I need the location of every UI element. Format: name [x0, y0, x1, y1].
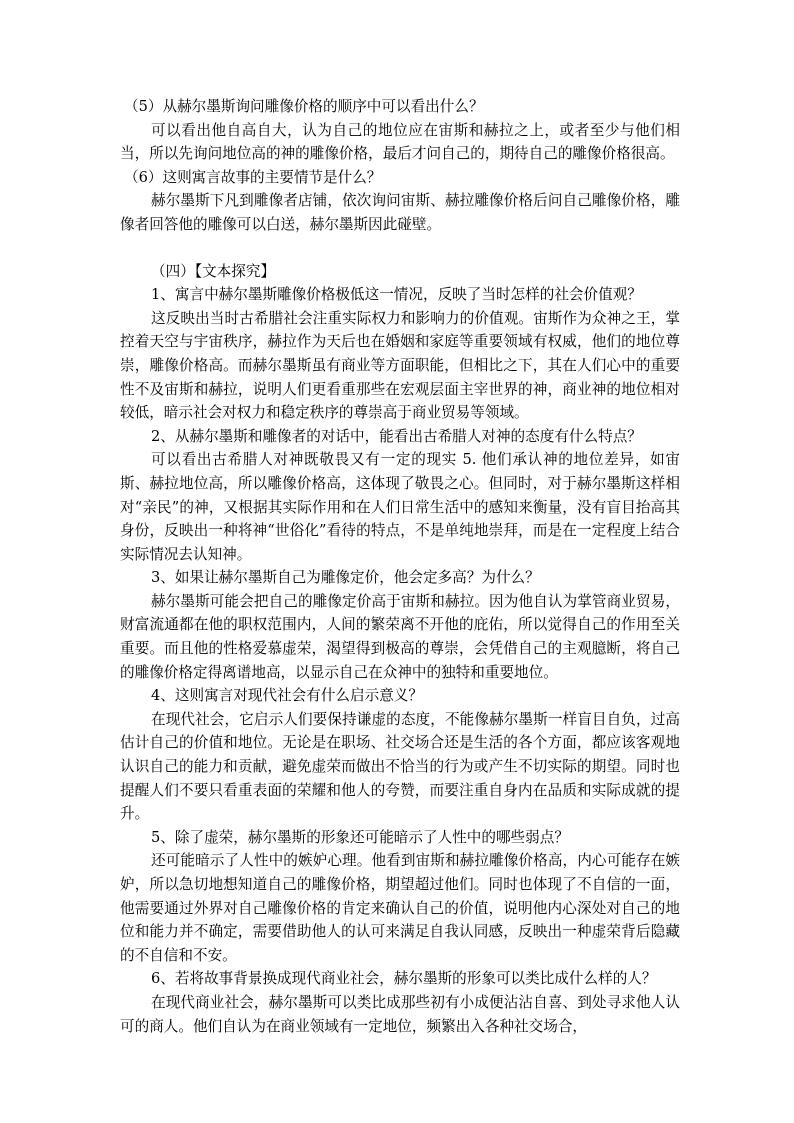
- question-5: （5）从赫尔墨斯询问雕像价格的顺序中可以看出什么？: [124, 98, 484, 115]
- exploration-question-6: 6、若将故事背景换成现代商业社会，赫尔墨斯的形象可以类比成什么样的人？: [151, 970, 657, 988]
- exploration-question-2: 2、从赫尔墨斯和雕像者的对话中，能看出古希腊人对神的态度有什么特点？: [151, 427, 642, 445]
- exploration-question-4: 4、这则寓言对现代社会有什么启示意义？: [151, 687, 423, 705]
- answer-5: 可以看出他自高自大，认为自己的地位应在宙斯和赫拉之上，或者至少与他们相当，所以先询问地位高的神的雕像价格，最后才问自己的，期待自己的雕像价格很高。: [120, 121, 680, 163]
- question-6: （6）这则寓言故事的主要情节是什么？: [124, 168, 382, 186]
- section-heading: （四）【文本探究】: [151, 262, 276, 280]
- exploration-question-3: 3、如果让赫尔墨斯自己为雕像定价，他会定多高？为什么？: [151, 569, 540, 587]
- answer-6: 赫尔墨斯下凡到雕像者店铺，依次询问宙斯、赫拉雕像价格后问自己雕像价格，雕像者回答他的雕像可以白送，赫尔墨斯因此碰壁。: [120, 192, 680, 233]
- exploration-answer-4: 在现代社会，它启示人们要保持谦虚的态度，不能像赫尔墨斯一样盲目自负，过高估计自己的价值和地位。无论是在职场、社交场合还是生活的各个方面，都应该客观地认识自己的能力和贡献，避免虚荣而做出不恰当的行为或产生不切实际的期望。同时也提醒人们不要只看重表面的荣耀和他人的夸赞，而要注重自身内在品质和实际成就的提升。: [120, 710, 680, 823]
- exploration-answer-2: 可以看出古希腊人对神既敬畏又有一定的现实 5. 他们承认神的地位差异，如宙斯、赫拉地位高，所以雕像价格高，这体现了敬畏之心。但同时，对于赫尔墨斯这样相对“亲民”的神，又根据其实际作用和在人们日常生活中的感知来衡量，没有盲目抬高其身份，反映出一种将神“世俗化”看待的特点，不是单纯地崇拜，而是在一定程度上结合实际情况去认知神。: [120, 451, 680, 563]
- exploration-answer-5: 还可能暗示了人性中的嫉妒心理。他看到宙斯和赫拉雕像价格高，内心可能存在嫉妒，所以急切地想知道自己的雕像价格，期望超过他们。同时也体现了不自信的一面，他需要通过外界对自己雕像价格的肯定来确认自己的价值，说明他内心深处对自己的地位和能力并不确定，需要借助他人的认可来满足自我认同感，反映出一种虚荣背后隐藏的不自信和不安。: [120, 852, 680, 964]
- exploration-question-5: 5、除了虚荣，赫尔墨斯的形象还可能暗示了人性中的哪些弱点？: [151, 828, 569, 846]
- exploration-question-1: 1、寓言中赫尔墨斯雕像价格极低这一情况，反映了当时怎样的社会价值观？: [151, 286, 642, 304]
- document-body: [120, 95, 680, 1038]
- exploration-answer-3: 赫尔墨斯可能会把自己的雕像定价高于宙斯和赫拉。因为他自认为掌管商业贸易，财富流通都在他的职权范围内，人间的繁荣离不开他的庇佑，所以觉得自己的作用至关重要。而且他的性格爱慕虚荣，渴望得到极高的尊崇，会凭借自己的主观臆断，将自己的雕像价格定得离谱地高，以显示自己在众神中的独特和重要地位。: [120, 592, 680, 681]
- exploration-answer-6: 在现代商业社会，赫尔墨斯可以类比成那些初有小成便沾沾自喜、到处寻求他人认可的商人。他们自认为在商业领域有一定地位，频繁出入各种社交场合，: [120, 993, 680, 1035]
- exploration-answer-1: 这反映出当时古希腊社会注重实际权力和影响力的价值观。宙斯作为众神之王，掌控着天空与宇宙秩序，赫拉作为天后也在婚姻和家庭等重要领域有权威，他们的地位尊崇，雕像价格高。而赫尔墨斯虽有商业等方面职能，但相比之下，其在人们心中的重要性不及宙斯和赫拉，说明人们更看重那些在宏观层面主宰世界的神，商业神的地位相对较低，暗示社会对权力和稳定秩序的尊崇高于商业贸易等领域。: [120, 309, 680, 422]
